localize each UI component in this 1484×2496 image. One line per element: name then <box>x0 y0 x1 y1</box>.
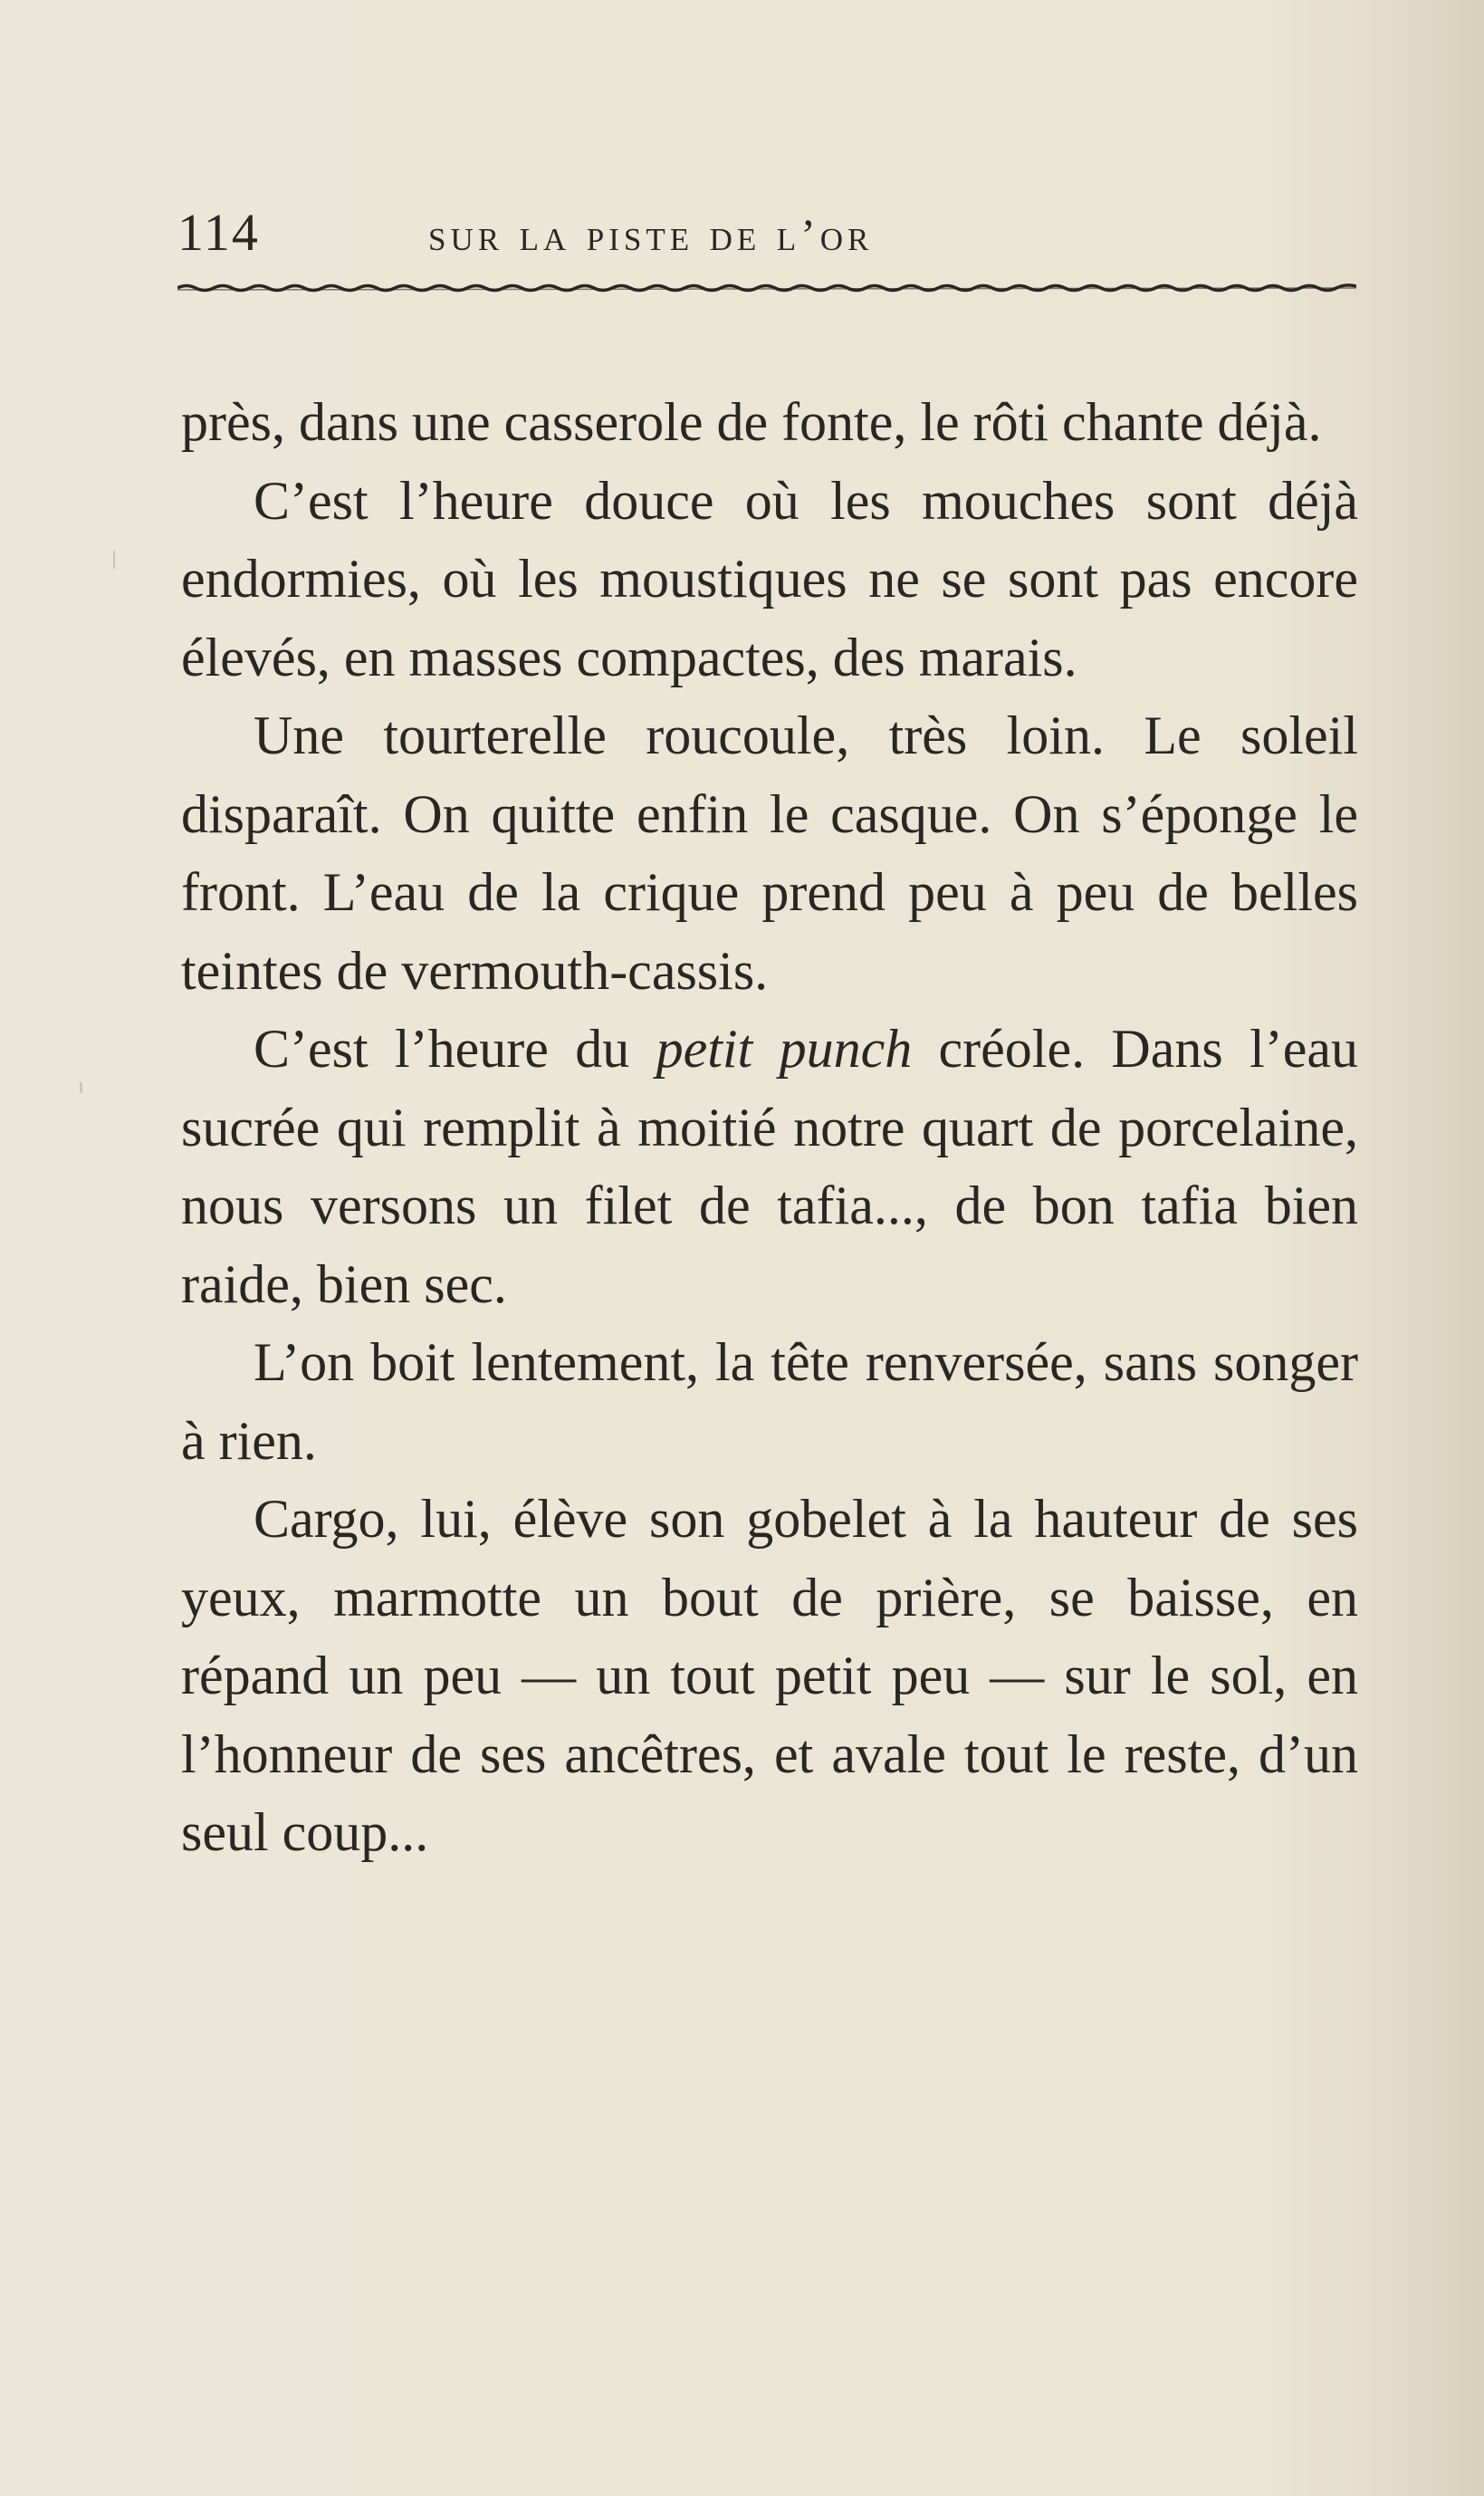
paragraph-4-after: créole. Dans l’eau sucrée qui remplit à moitié notre quart de porcelaine, nous versons un filet de tafia..., de bon tafia bien raide, bien sec. <box>181 1019 1358 1314</box>
paragraph-5: L’on boit lentement, la tête renversée, sans songer à rien. <box>181 1332 1358 1471</box>
paragraph-2: C’est l’heure douce où les mouches sont déjà endormies, où les moustiques ne se sont pas encore élevés, en masses compactes, des marais. <box>181 470 1358 687</box>
paragraph-1: près, dans une casserole de fonte, le rôti chante déjà. <box>181 392 1322 452</box>
italic-term: petit punch <box>656 1019 913 1079</box>
paragraph-6: Cargo, lui, élève son gobelet à la hauteur de ses yeux, marmotte un bout de prière, se baisse, en répand un peu — un tout petit peu — sur le sol, en l’honneur de ses ancêtres, et avale tout le reste, d’un seul coup... <box>181 1489 1358 1862</box>
paragraph-4 <box>181 1010 1358 1323</box>
paragraph-4-before: C’est l’heure du <box>254 1019 656 1079</box>
page-number: 114 <box>177 203 260 262</box>
paper-speck <box>80 1082 82 1093</box>
ornamental-rule <box>177 281 1356 293</box>
paragraph-3: Une tourterelle roucoule, très loin. Le soleil disparaît. On quitte enfin le casque. On s’éponge le front. L’eau de la crique prend peu à peu de belles teintes de vermouth-cassis. <box>181 706 1358 1001</box>
body-text <box>181 383 1358 1872</box>
running-title: sur la piste de l’or <box>428 209 874 260</box>
running-header <box>177 201 1355 264</box>
paper-speck <box>113 551 115 569</box>
